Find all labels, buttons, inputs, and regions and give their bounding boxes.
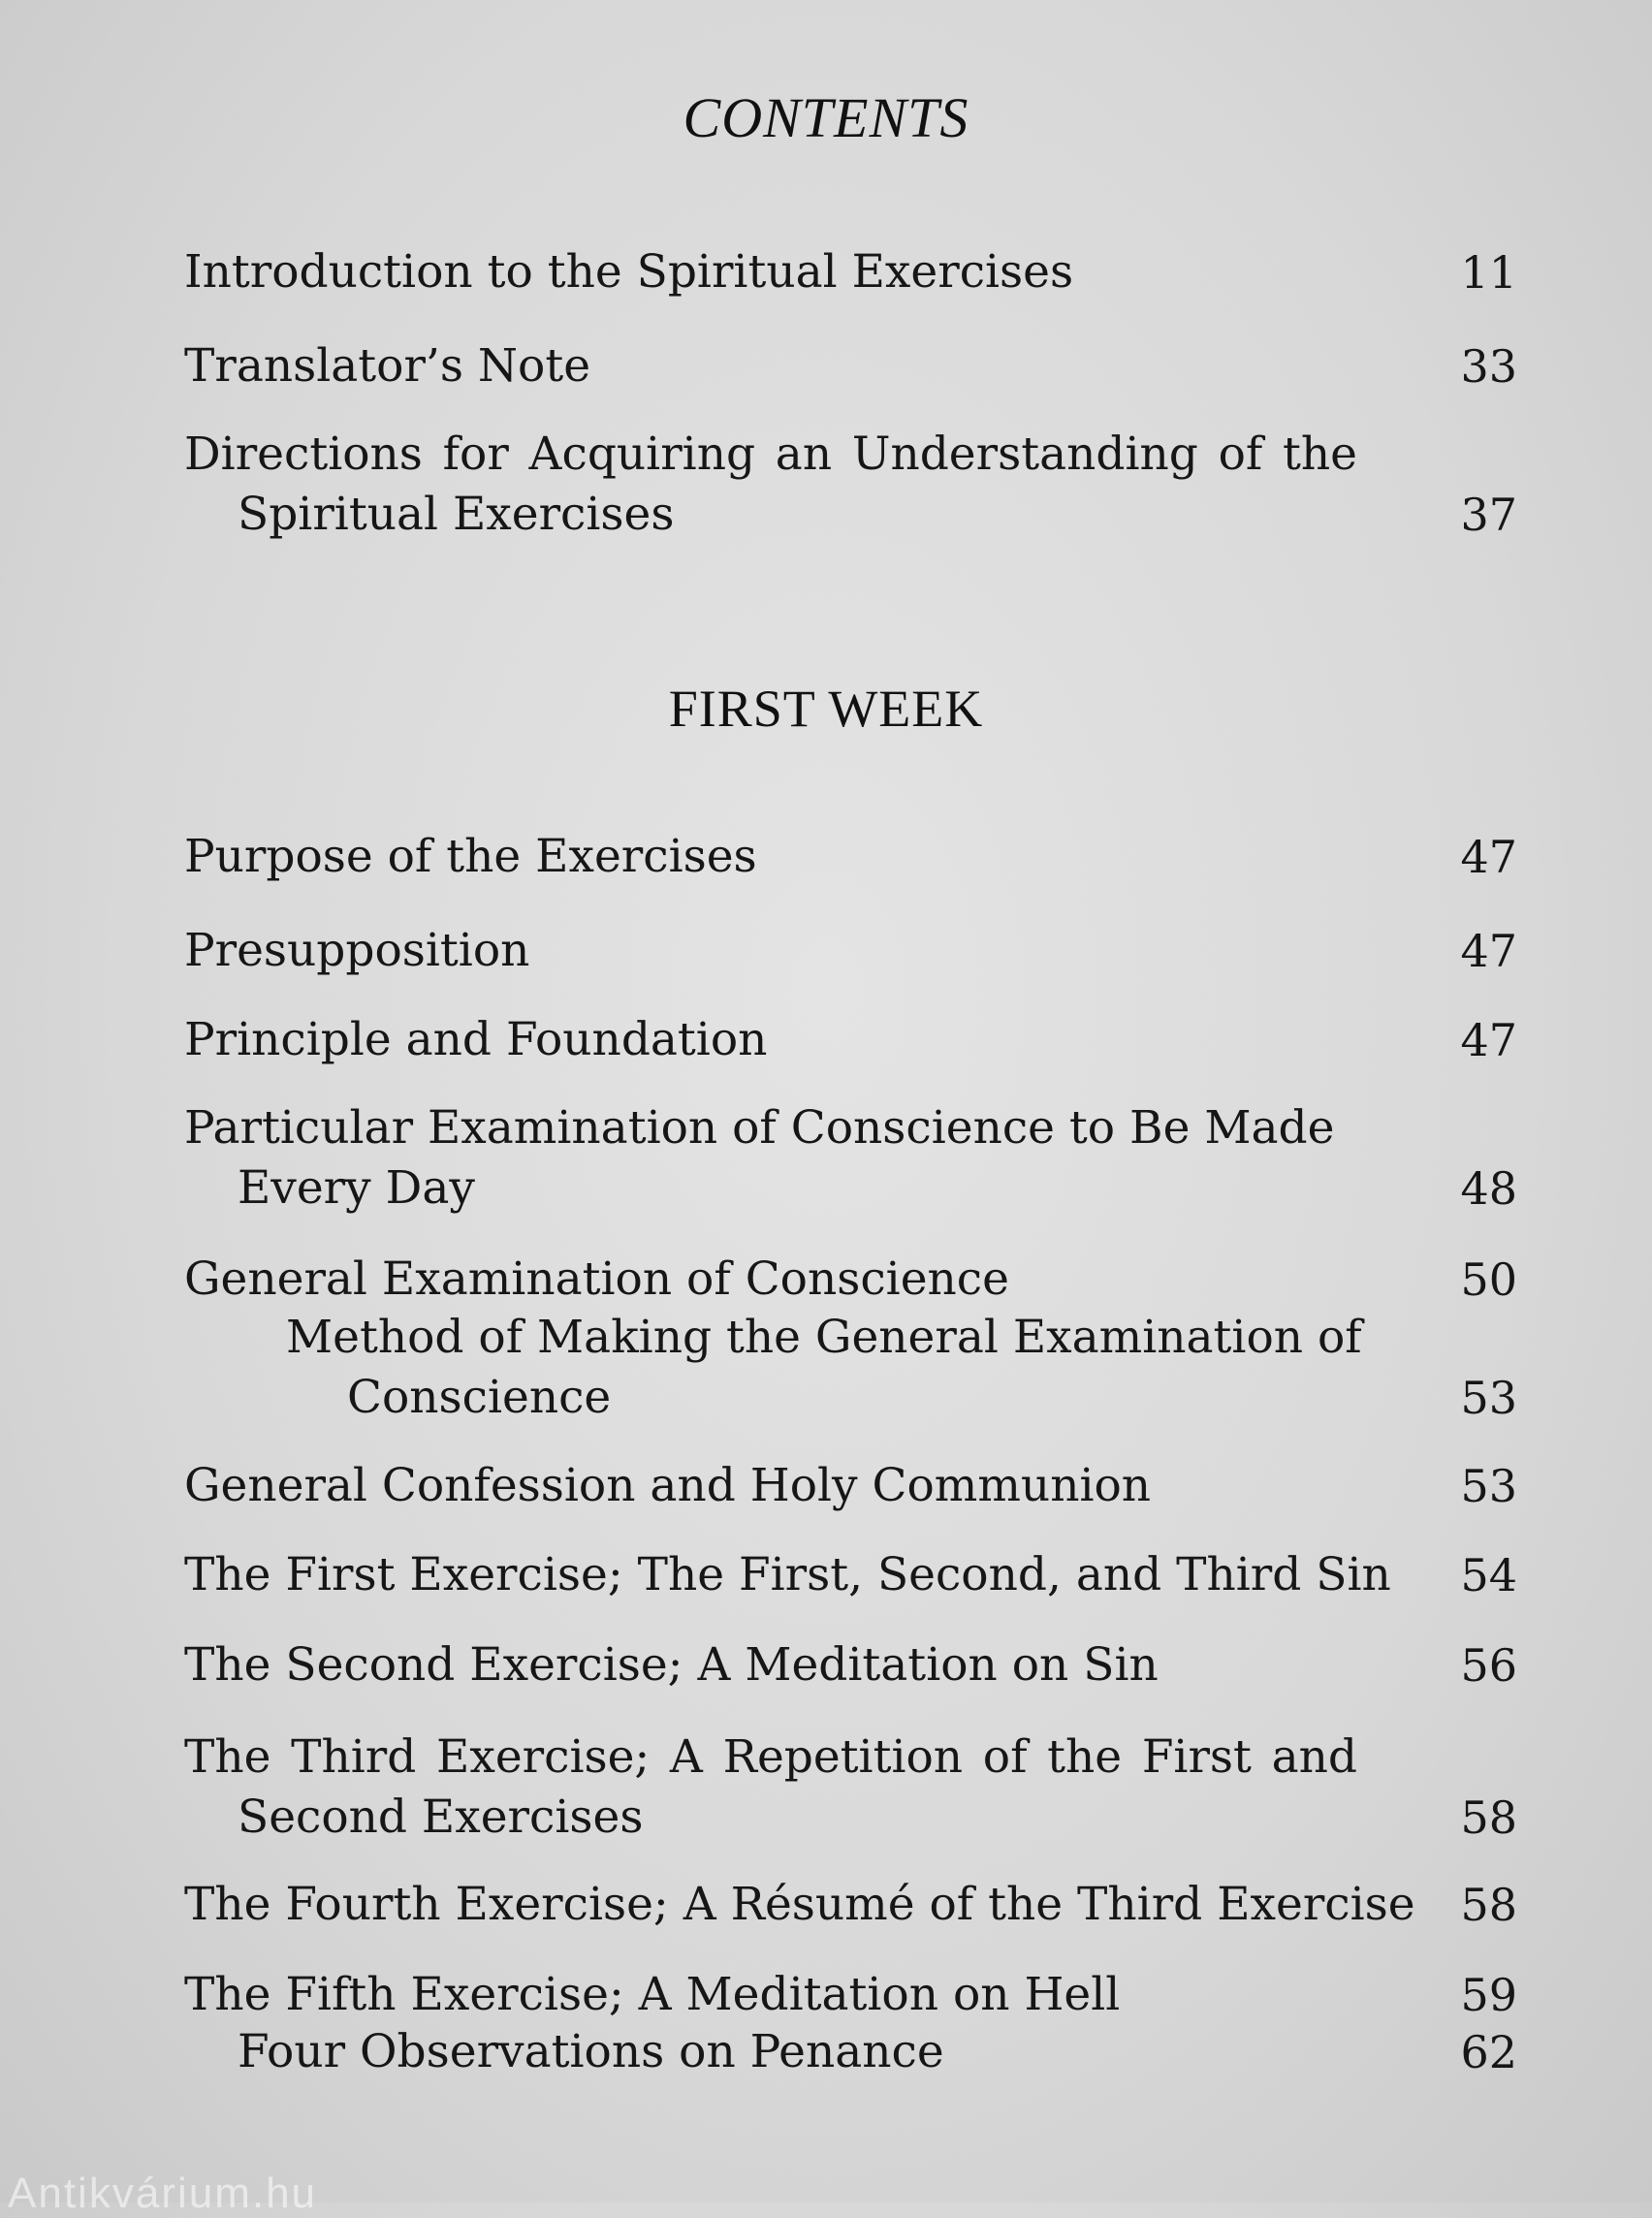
toc-page-number: 58 xyxy=(1460,1879,1517,1931)
toc-entry-general-confession xyxy=(184,1456,1517,1516)
toc-page-number: 47 xyxy=(1460,1014,1517,1066)
toc-entry-directions xyxy=(184,425,1517,545)
toc-page-number: 50 xyxy=(1460,1253,1517,1306)
toc-page-number: 47 xyxy=(1460,925,1517,977)
toc-entry-method-general-examination xyxy=(184,1308,1517,1428)
toc-entry-general-examination xyxy=(184,1250,1517,1310)
toc-page-number: 47 xyxy=(1460,831,1517,883)
toc-entry-title: General Confession and Holy Communion xyxy=(184,1459,1152,1512)
toc-page-number: 54 xyxy=(1460,1549,1517,1601)
toc-entry-observations-penance xyxy=(184,2022,1517,2082)
toc-page-number: 56 xyxy=(1460,1639,1517,1692)
toc-entry-title: Directions for Acquiring an Understanding of the xyxy=(184,428,1357,481)
watermark-text: Antikvárium.hu xyxy=(8,2170,318,2217)
toc-page-number: 53 xyxy=(1460,1460,1517,1512)
toc-entry-title: Four Observations on Penance xyxy=(238,2025,944,2078)
toc-page-number: 53 xyxy=(1460,1372,1517,1424)
toc-entry-title: Principle and Foundation xyxy=(184,1013,768,1066)
toc-entry-title: General Examination of Conscience xyxy=(184,1252,1009,1306)
toc-entry-title: The Second Exercise; A Meditation on Sin xyxy=(184,1638,1159,1692)
first-week-heading: FIRST WEEK xyxy=(668,680,984,738)
toc-entry-title: Translator’s Note xyxy=(184,339,591,393)
toc-entry-fourth-exercise xyxy=(184,1875,1517,1935)
toc-page-number: 62 xyxy=(1460,2026,1517,2078)
toc-entry-title: The Fifth Exercise; A Meditation on Hell xyxy=(184,1968,1121,2021)
toc-entry-presupposition xyxy=(184,921,1517,981)
toc-entry-title: Particular Examination of Conscience to Be Made xyxy=(184,1101,1335,1155)
toc-entry-principle xyxy=(184,1010,1517,1070)
toc-page-number: 33 xyxy=(1460,340,1517,393)
toc-entry-title-continued: Spiritual Exercises xyxy=(238,488,675,541)
toc-entry-title-continued: Every Day xyxy=(238,1161,475,1215)
toc-entry-translators-note xyxy=(184,336,1517,396)
toc-entry-fifth-exercise xyxy=(184,1965,1517,2025)
toc-page-number: 11 xyxy=(1460,246,1517,299)
toc-entry-title: The Third Exercise; A Repetition of the First and xyxy=(184,1730,1357,1784)
toc-entry-title: Purpose of the Exercises xyxy=(184,830,757,883)
toc-entry-third-exercise xyxy=(184,1727,1517,1848)
toc-entry-title: Method of Making the General Examination of xyxy=(286,1311,1362,1364)
toc-entry-title: The Fourth Exercise; A Résumé of the Third Exercise xyxy=(184,1878,1415,1931)
contents-heading: CONTENTS xyxy=(683,86,969,149)
toc-entry-title: The First Exercise; The First, Second, and Third Sin xyxy=(184,1548,1391,1601)
toc-entry-introduction xyxy=(184,242,1517,302)
toc-page-number: 59 xyxy=(1460,1969,1517,2021)
toc-entry-first-exercise xyxy=(184,1545,1517,1605)
toc-entry-title: Introduction to the Spiritual Exercises xyxy=(184,245,1074,299)
toc-entry-title: Presupposition xyxy=(184,924,530,977)
toc-entry-second-exercise xyxy=(184,1635,1517,1695)
toc-entry-title-continued: Conscience xyxy=(347,1371,612,1424)
toc-page-number: 37 xyxy=(1460,489,1517,541)
toc-page-number: 48 xyxy=(1460,1162,1517,1215)
toc-entry-purpose xyxy=(184,827,1517,887)
toc-entry-title-continued: Second Exercises xyxy=(238,1790,644,1844)
toc-entry-particular-examination xyxy=(184,1098,1517,1219)
toc-page-number: 58 xyxy=(1460,1791,1517,1844)
